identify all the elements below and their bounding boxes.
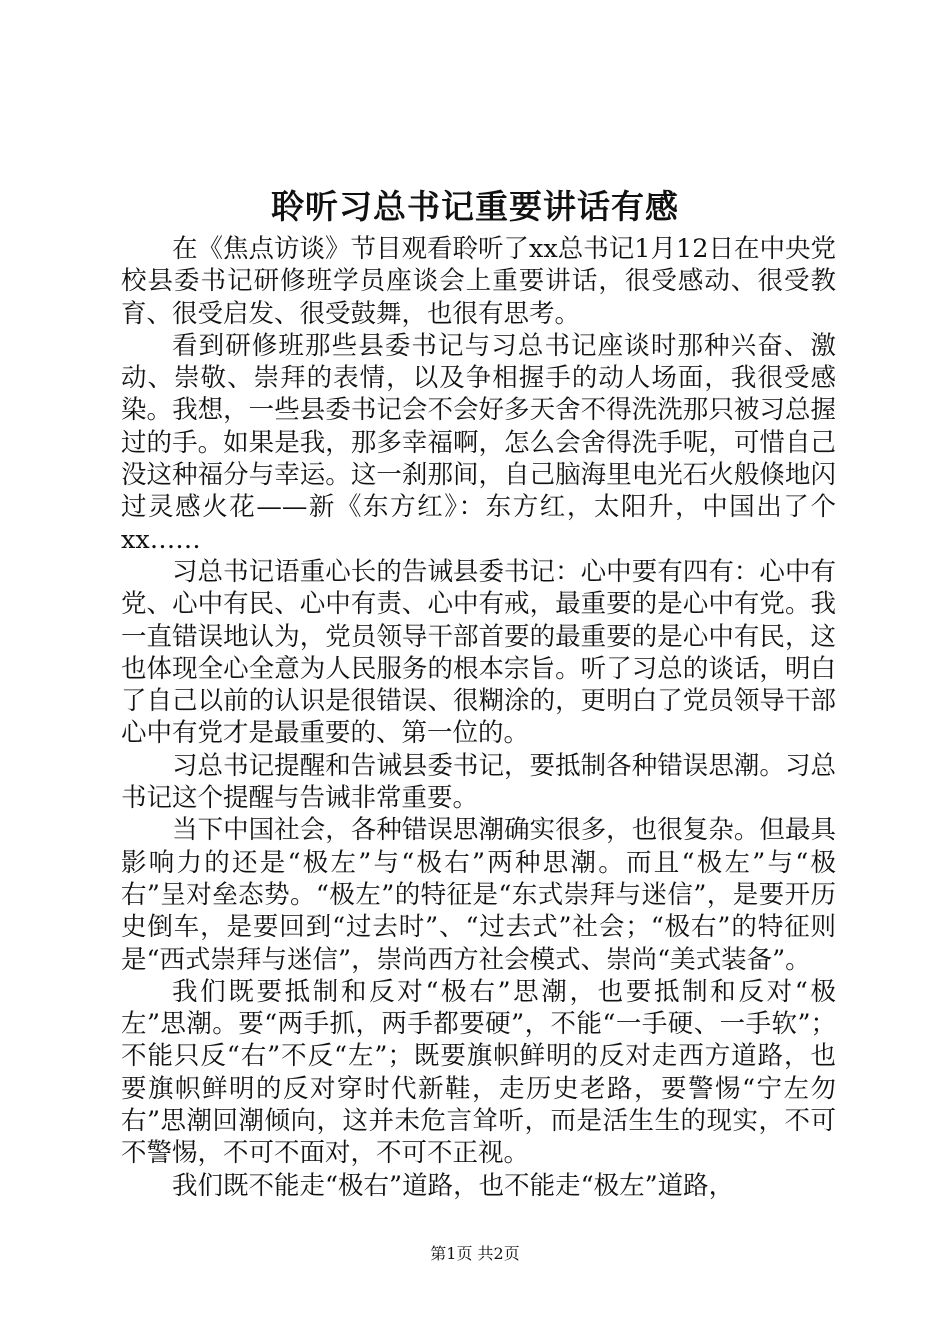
paragraph: 看到研修班那些县委书记与习总书记座谈时那种兴奋、激动、崇敬、崇拜的表情，以及争相握手的动人场面，我很受感染。我想，一些县委书记会不会好多天舍不得洗洗那只被习总握过的手。如果是我，那多幸福啊，怎么会舍得洗手呢，可惜自己没这种福分与幸运。这一刹那间，自己脑海里电光石火般倏地闪过灵感火花——新《东方红》：东方红，太阳升，中国出了个xx……: [121, 330, 836, 555]
page-title: 聆听习总书记重要讲话有感: [271, 187, 679, 226]
paragraph: 在《焦点访谈》节目观看聆听了xx总书记1月12日在中央党校县委书记研修班学员座谈会上重要讲话，很受感动、很受教育、很受启发、很受鼓舞，也很有思考。: [121, 234, 836, 329]
paragraph: 我们既要抵制和反对“极右”思潮，也要抵制和反对“极左”思潮。要“两手抓，两手都要硬”，不能“一手硬、一手软”；不能只反“右”不反“左”；既要旗帜鲜明的反对走西方道路，也要旗帜鲜明的反对穿时代新鞋，走历史老路，要警惕“宁左勿右”思潮回潮倾向，这并未危言耸听，而是活生生的现实，不可不警惕，不可不面对，不可不正视。: [121, 976, 836, 1169]
document-body: [121, 233, 836, 1202]
paragraph: 我们既不能走“极右”道路，也不能走“极左”道路，: [172, 1170, 735, 1201]
paragraph: 习总书记语重心长的告诫县委书记：心中要有四有：心中有党、心中有民、心中有责、心中有戒，最重要的是心中有党。我一直错误地认为，党员领导干部首要的最重要的是心中有民，这也体现全心全意为人民服务的根本宗旨。听了习总的谈话，明白了自己以前的认识是很错误、很糊涂的，更明白了党员领导干部心中有党才是最重要的、第一位的。: [121, 556, 836, 749]
page-footer: 第1页 共2页: [430, 1244, 520, 1263]
paragraph: 习总书记提醒和告诫县委书记，要抵制各种错误思潮。习总书记这个提醒与告诫非常重要。: [121, 750, 836, 814]
paragraph: 当下中国社会，各种错误思潮确实很多，也很复杂。但最具影响力的还是“极左”与“极右”两种思潮。而且“极左”与“极右”呈对垒态势。“极左”的特征是“东式崇拜与迷信”，是要开历史倒车，是要回到“过去时”、“过去式”社会；“极右”的特征则是“西式崇拜与迷信”，崇尚西方社会模式、崇尚“美式装备”。: [121, 815, 836, 975]
